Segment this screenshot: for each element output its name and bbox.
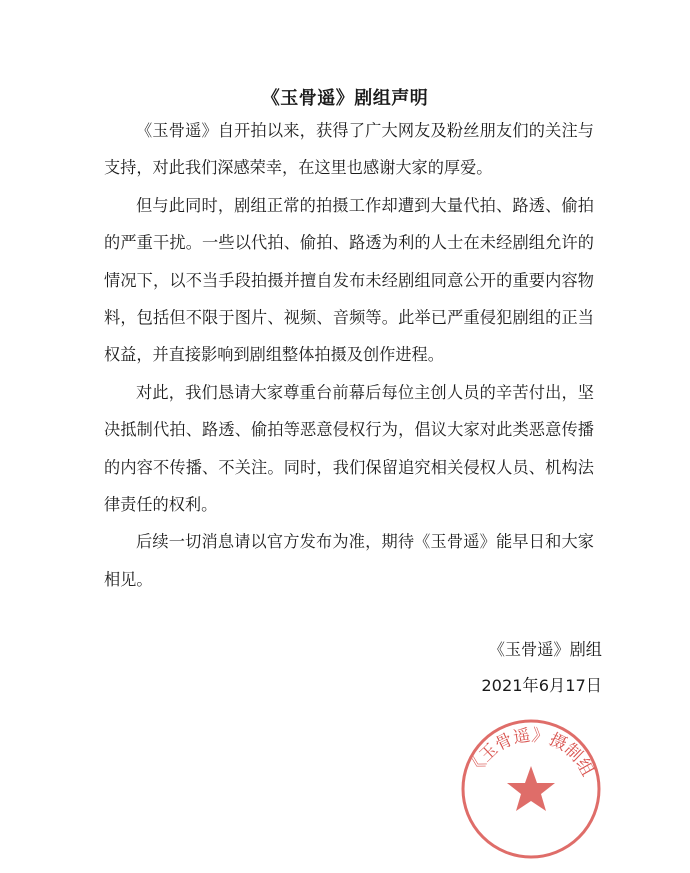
text-line: 的内容不传播、不关注。同时，我们保留追究相关侵权人员、机构法 xyxy=(104,457,594,477)
paragraph xyxy=(104,380,594,530)
text-line: 相见。 xyxy=(104,569,153,589)
signature-date: 2021年6月17日 xyxy=(481,676,602,695)
paragraph xyxy=(104,529,594,604)
text-line: 律责任的权利。 xyxy=(104,494,218,514)
paragraph xyxy=(104,193,594,380)
document-body xyxy=(104,118,594,604)
text-line: 但与此同时，剧组正常的拍摄工作却遭到大量代拍、路透、偷拍 xyxy=(136,195,594,215)
text-line: 的严重干扰。一些以代拍、偷拍、路透为利的人士在未经剧组允许的 xyxy=(104,233,594,253)
stamp-text: 《玉骨遥》摄制组 xyxy=(464,725,598,780)
text-line: 对此，我们恳请大家尊重台前幕后每位主创人员的辛苦付出，坚 xyxy=(136,382,594,402)
text-line: 情况下，以不当手段拍摄并擅自发布未经剧组同意公开的重要内容物 xyxy=(104,270,594,290)
text-line: 决抵制代拍、路透、偷拍等恶意侵权行为，倡议大家对此类恶意传播 xyxy=(104,420,594,440)
text-line: 权益，并直接影响到剧组整体拍摄及创作进程。 xyxy=(104,345,444,365)
text-line: 《玉骨遥》自开拍以来，获得了广大网友及粉丝朋友们的关注与 xyxy=(136,121,594,140)
signature-organization: 《玉骨遥》剧组 xyxy=(488,640,602,659)
paragraph xyxy=(104,118,594,193)
document-title: 《玉骨遥》剧组声明 xyxy=(261,88,429,109)
star-icon xyxy=(507,766,555,811)
text-line: 支持，对此我们深感荣幸，在这里也感谢大家的厚爱。 xyxy=(104,158,493,178)
text-line: 料，包括但不限于图片、视频、音频等。此举已严重侵犯剧组的正当 xyxy=(104,307,594,327)
text-line: 后续一切消息请以官方发布为准，期待《玉骨遥》能早日和大家 xyxy=(136,532,594,552)
official-seal-stamp xyxy=(458,716,604,862)
